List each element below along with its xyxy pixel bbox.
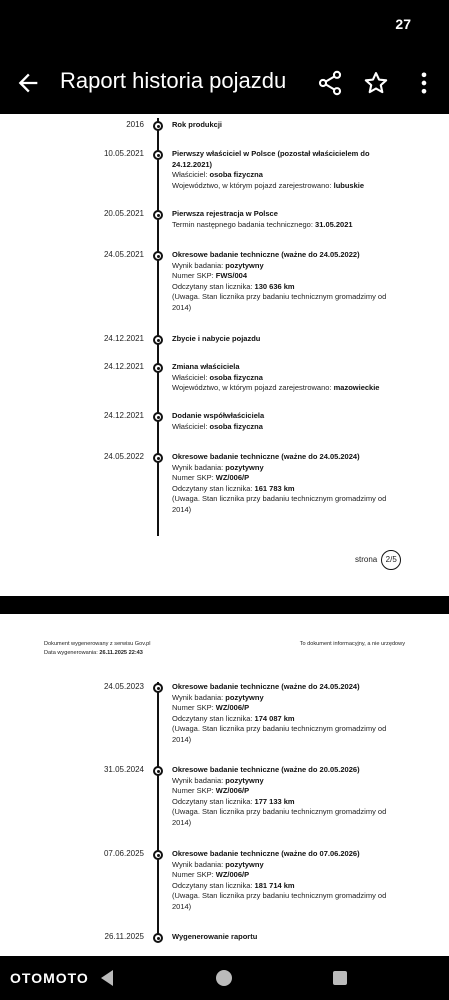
share-icon[interactable] (316, 69, 344, 97)
page-separator (0, 596, 449, 614)
entry-date: 24.05.2022 (103, 452, 144, 461)
timeline-dot-icon (153, 150, 163, 160)
entry-line: Właściciel: osoba fizyczna (172, 421, 263, 431)
entry-line: Numer SKP: WZ/006/P (172, 870, 250, 880)
status-bar (0, 0, 449, 52)
timeline-dot-icon (153, 412, 163, 422)
page-title: Raport historia pojazdu (60, 68, 287, 93)
timeline-line (157, 118, 159, 536)
entry-date: 26.11.2025 (104, 932, 144, 941)
entry-date: 24.12.2021 (103, 411, 144, 420)
entry-title: Okresowe badanie techniczne (ważne do 24.05.2024) (172, 682, 360, 691)
triangle-back-icon[interactable] (96, 966, 120, 990)
entry-title: Okresowe badanie techniczne (ważne do 07.06.2026) (172, 849, 360, 858)
otomoto-logo: OTOMOTO (10, 970, 89, 986)
doc-source-text: Dokument wygenerowany z serwisu Gov.pl (44, 641, 151, 647)
document-page-3 (0, 614, 449, 956)
entry-line: Właściciel: osoba fizyczna (172, 170, 263, 180)
timeline-dot-icon (153, 933, 163, 943)
entry-line: Termin następnego badania technicznego: 31.05.2021 (172, 219, 353, 229)
timeline-line (157, 682, 159, 942)
entry-title: Pierwsza rejestracja w Polsce (172, 209, 278, 218)
entry-title: Zbycie i nabycie pojazdu (172, 334, 261, 343)
document-page-2 (0, 114, 449, 596)
status-clock: 27 (395, 16, 411, 32)
more-vertical-icon[interactable] (410, 69, 438, 97)
entry-line: Numer SKP: WZ/006/P (172, 786, 250, 796)
entry-date: 20.05.2021 (103, 209, 144, 218)
star-icon[interactable] (362, 69, 390, 97)
entry-title: Dodanie współwłaściciela (172, 411, 265, 420)
timeline-dot-icon (153, 251, 163, 261)
app-bar (0, 52, 449, 114)
entry-line: Odczytany stan licznika: 174 087 km (172, 713, 295, 723)
entry-title: Okresowe badanie techniczne (ważne do 24.05.2024) (172, 452, 360, 461)
entry-title: Rok produkcji (172, 120, 223, 129)
entry-title: Zmiana właściciela (172, 362, 240, 371)
entry-line: Odczytany stan licznika: 130 636 km (172, 281, 295, 291)
square-recent-icon[interactable] (328, 966, 352, 990)
entry-line: Wynik badania: pozytywny (172, 462, 264, 472)
entry-line: (Uwaga. Stan licznika przy badaniu technicznym gromadzimy od 2014) (172, 494, 387, 514)
entry-date: 24.05.2023 (103, 682, 144, 691)
timeline-dot-icon (153, 210, 163, 220)
generated-date-label: Data wygenerowania: (44, 650, 100, 656)
doc-header-right: To dokument informacyjny, a nie urzędowy (299, 641, 405, 647)
timeline-dot-icon (153, 850, 163, 860)
timeline-dot-icon (153, 335, 163, 345)
page-indicator (355, 550, 401, 570)
entry-title: Wygenerowanie raportu (172, 932, 258, 941)
entry-line: Wynik badania: pozytywny (172, 775, 264, 785)
generated-date-value: 26.11.2025 22:43 (99, 650, 143, 656)
arrow-back-icon[interactable] (14, 69, 42, 97)
entry-line: Odczytany stan licznika: 161 783 km (172, 483, 295, 493)
entry-line: Odczytany stan licznika: 181 714 km (172, 880, 295, 890)
entry-title: Pierwszy właściciel w Polsce (pozostał właścicielem do 24.12.2021) (172, 149, 370, 169)
entry-title: Okresowe badanie techniczne (ważne do 24.05.2022) (172, 250, 360, 259)
entry-line: Odczytany stan licznika: 177 133 km (172, 796, 295, 806)
timeline-dot-icon (153, 683, 163, 693)
timeline-dot-icon (153, 363, 163, 373)
entry-line: Województwo, w którym pojazd zarejestrowano: mazowieckie (172, 383, 380, 393)
doc-header-left (44, 640, 151, 658)
timeline-dot-icon (153, 121, 163, 131)
entry-date: 24.12.2021 (103, 362, 144, 371)
entry-line: Numer SKP: FWS/004 (172, 271, 248, 281)
entry-line: Wynik badania: pozytywny (172, 260, 264, 270)
entry-line: Numer SKP: WZ/006/P (172, 703, 250, 713)
entry-line: (Uwaga. Stan licznika przy badaniu technicznym gromadzimy od 2014) (172, 891, 387, 911)
entry-line: Wynik badania: pozytywny (172, 692, 264, 702)
page-label: strona (355, 555, 378, 565)
entry-line: Właściciel: osoba fizyczna (172, 372, 263, 382)
entry-line: Wynik badania: pozytywny (172, 859, 264, 869)
entry-line: (Uwaga. Stan licznika przy badaniu technicznym gromadzimy od 2014) (172, 292, 387, 312)
entry-line: (Uwaga. Stan licznika przy badaniu technicznym gromadzimy od 2014) (172, 724, 387, 744)
entry-line: (Uwaga. Stan licznika przy badaniu technicznym gromadzimy od 2014) (172, 807, 387, 827)
entry-title: Okresowe badanie techniczne (ważne do 20.05.2026) (172, 765, 360, 774)
timeline-dot-icon (153, 766, 163, 776)
system-nav-bar (0, 956, 449, 1000)
entry-date: 2016 (126, 120, 144, 129)
circle-home-icon[interactable] (212, 966, 236, 990)
entry-line: Województwo, w którym pojazd zarejestrowano: lubuskie (172, 180, 365, 190)
entry-date: 10.05.2021 (103, 149, 144, 158)
entry-date: 31.05.2024 (103, 765, 144, 774)
entry-date: 24.05.2021 (103, 250, 144, 259)
timeline-dot-icon (153, 453, 163, 463)
entry-date: 24.12.2021 (103, 334, 144, 343)
page-number: 2/5 (381, 550, 401, 570)
entry-line: Numer SKP: WZ/006/P (172, 473, 250, 483)
entry-date: 07.06.2025 (103, 849, 144, 858)
